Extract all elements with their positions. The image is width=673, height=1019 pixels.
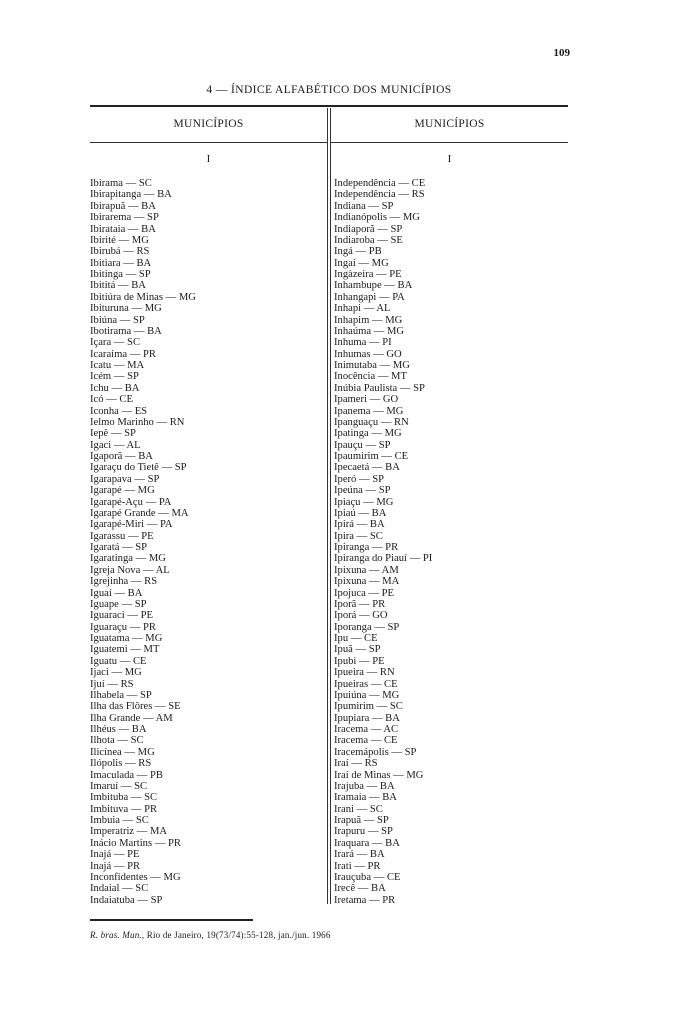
municipality-entry: Iraquara — BA <box>334 837 400 849</box>
municipality-entry: Iguatu — CE <box>90 655 147 667</box>
municipality-entry: Ipueiras — CE <box>334 678 398 690</box>
municipality-entry: Iretama — PR <box>334 894 396 906</box>
municipality-entry: Iconha — ES <box>90 405 148 417</box>
municipality-entry: Ibirataia — BA <box>90 223 156 235</box>
municipality-entry: Igarapé-Miri — PA <box>90 519 173 531</box>
municipality-entry: Irapuã — SP <box>334 815 389 826</box>
municipality-entry: Ilha Grande — AM <box>90 712 173 724</box>
municipality-entry: Igarapé — MG <box>90 485 155 497</box>
municipality-entry: Indiana — SP <box>334 200 394 212</box>
journal-name: R. bras. Mun. <box>90 930 142 940</box>
municipality-entry: Ibirama — SC <box>90 178 152 189</box>
municipality-entry: Igaraçu do Tietê — SP <box>90 462 187 474</box>
right-municipality-list <box>334 178 432 906</box>
municipality-entry: Ipecaetá — BA <box>334 462 400 474</box>
municipality-entry: Ibirubá — RS <box>90 246 150 258</box>
municipality-entry: Iporã — PR <box>334 598 386 610</box>
heading-rule <box>90 105 568 107</box>
left-header-rule <box>90 142 327 143</box>
municipality-entry: Ijaci — MG <box>90 667 142 679</box>
municipality-entry: Ipuã — SP <box>334 644 381 656</box>
municipality-entry: Iguape — SP <box>90 598 147 610</box>
municipality-entry: Ingàzeira — PE <box>334 269 402 280</box>
left-section-letter: I <box>206 153 211 165</box>
municipality-entry: Iraí de Minas — MG <box>334 769 424 781</box>
municipality-entry: Iporá — GO <box>334 610 388 622</box>
municipality-entry: Ipixuna — MA <box>334 576 400 588</box>
municipality-entry: Ibitinga — SP <box>90 269 151 280</box>
municipality-entry: Ipaumirim — CE <box>334 451 409 462</box>
footer-rule <box>90 919 253 921</box>
municipality-entry: Ipauçu — SP <box>334 439 391 451</box>
municipality-entry: Igaci — AL <box>90 439 141 451</box>
municipality-entry: Ipanguaçu — RN <box>334 416 409 428</box>
municipality-entry: Icatu — MA <box>90 360 145 371</box>
municipality-entry: Iporanga — SP <box>334 621 400 633</box>
municipality-entry: Ipameri — GO <box>334 394 399 406</box>
municipality-entry: Ibirarema — SP <box>90 212 159 224</box>
section-heading: 4 — ÍNDICE ALFABÉTICO DOS MUNICÍPIOS <box>206 84 452 96</box>
municipality-entry: Indaial — SC <box>90 883 149 895</box>
municipality-entry: Ipeúna — SP <box>334 485 391 497</box>
municipality-entry: Irani — SC <box>334 803 383 815</box>
municipality-entry: Imaculada — PB <box>90 769 163 781</box>
municipality-entry: Iguaí — BA <box>90 587 143 599</box>
municipality-entry: Ilha das Flôres — SE <box>90 701 181 713</box>
municipality-entry: Ibitiara — BA <box>90 257 152 269</box>
municipality-entry: Imperatriz — MA <box>90 826 168 838</box>
municipality-entry: Ibiúna — SP <box>90 314 145 326</box>
municipality-entry: Igaratá — SP <box>90 542 148 553</box>
municipality-entry: Independência — CE <box>334 178 426 189</box>
municipality-entry: Ibititá — BA <box>90 280 146 292</box>
column-divider <box>330 108 331 904</box>
municipality-entry: Inajá — PE <box>90 849 140 861</box>
municipality-entry: Imbituba — SC <box>90 792 158 804</box>
municipality-entry: Ilópolis — RS <box>90 758 152 770</box>
municipality-entry: Inhambupe — BA <box>334 280 413 292</box>
municipality-entry: Ipira — SC <box>334 530 383 542</box>
footer-citation <box>90 930 331 940</box>
municipality-entry: Inhumas — GO <box>334 348 402 360</box>
municipality-entry: Iepê — SP <box>90 428 136 440</box>
municipality-entry: Iramaia — BA <box>334 792 397 804</box>
column-divider <box>327 108 328 904</box>
municipality-entry: Irecê — BA <box>334 883 386 895</box>
municipality-entry: Ijuí — RS <box>90 678 134 690</box>
municipality-entry: Ilhota — SC <box>90 735 144 747</box>
citation-details: , Rio de Janeiro, 19(73/74):55-128, jan./jun. 1966 <box>141 930 331 940</box>
municipality-entry: Igaporã — BA <box>90 451 153 462</box>
left-column-header: MUNICÍPIOS <box>173 118 244 130</box>
municipality-entry: Ipupiara — BA <box>334 712 400 724</box>
municipality-entry: Ipiaçu — MG <box>334 496 394 508</box>
municipality-entry: Iguatemi — MT <box>90 644 160 656</box>
municipality-entry: Ibitiúra de Minas — MG <box>90 291 196 303</box>
municipality-entry: Ipubi — PE <box>334 655 385 667</box>
municipality-entry: Icém — SP <box>90 371 139 383</box>
municipality-entry: Inhapim — MG <box>334 314 403 326</box>
municipality-entry: Iracema — AC <box>334 724 399 735</box>
municipality-entry: Irapuru — SP <box>334 826 393 838</box>
municipality-entry: Ipu — CE <box>334 633 378 644</box>
right-header-rule <box>331 142 568 143</box>
municipality-entry: Irará — BA <box>334 849 385 861</box>
right-column-header: MUNICÍPIOS <box>414 118 485 130</box>
municipality-entry: Igarassu — PE <box>90 530 154 542</box>
municipality-entry: Ibirapitanga — BA <box>90 189 172 201</box>
municipality-entry: Inimutaba — MG <box>334 360 410 371</box>
municipality-entry: Inhaúma — MG <box>334 325 405 337</box>
municipality-entry: Indiaporã — SP <box>334 223 403 235</box>
municipality-entry: Içara — SC <box>90 337 141 349</box>
municipality-entry: Indiaroba — SE <box>334 234 403 246</box>
municipality-entry: Ipixuna — AM <box>334 564 399 576</box>
municipality-entry: Imbituva — PR <box>90 803 158 815</box>
municipality-entry: Independência — RS <box>334 189 425 201</box>
municipality-entry: Iperó — SP <box>334 473 385 485</box>
municipality-entry: Inhapi — AL <box>334 303 391 315</box>
municipality-entry: Iracemápolis — SP <box>334 746 417 758</box>
municipality-entry: Iguatama — MG <box>90 633 163 644</box>
municipality-entry: Ingá — PB <box>334 246 382 258</box>
municipality-entry: Imbuia — SC <box>90 815 149 826</box>
municipality-entry: Icó — CE <box>90 394 133 406</box>
municipality-entry: Igreja Nova — AL <box>90 564 170 576</box>
municipality-entry: Iraí — RS <box>334 758 378 770</box>
municipality-entry: Ielmo Marinho — RN <box>90 416 185 428</box>
municipality-entry: Ibituruna — MG <box>90 303 162 315</box>
municipality-entry: Igrejinha — RS <box>90 576 158 588</box>
municipality-entry: Ipanema — MG <box>334 405 404 417</box>
municipality-entry: Ichu — BA <box>90 382 140 394</box>
left-municipality-list <box>90 178 196 906</box>
municipality-entry: Igarapava — SP <box>90 473 160 485</box>
municipality-entry: Iracema — CE <box>334 735 398 747</box>
municipality-entry: Inhangapi — PA <box>334 291 405 303</box>
municipality-entry: Imaruí — SC <box>90 780 148 792</box>
municipality-entry: Igaratinga — MG <box>90 553 166 565</box>
municipality-entry: Inajá — PR <box>90 860 141 872</box>
municipality-entry: Igarapé-Açu — PA <box>90 496 172 508</box>
municipality-entry: Ipirá — BA <box>334 519 385 531</box>
municipality-entry: Indaiatuba — SP <box>90 894 163 906</box>
municipality-entry: Irauçuba — CE <box>334 871 401 883</box>
municipality-entry: Igarapé Grande — MA <box>90 507 189 519</box>
municipality-entry: Iguaraçu — PR <box>90 621 156 633</box>
municipality-entry: Ibirapuã — BA <box>90 200 156 212</box>
municipality-entry: Ilhabela — SP <box>90 689 152 701</box>
municipality-entry: Inácio Martins — PR <box>90 837 181 849</box>
municipality-entry: Ipueira — RN <box>334 667 395 679</box>
municipality-entry: Irajuba — BA <box>334 780 395 792</box>
municipality-entry: Ipojuca — PE <box>334 587 395 599</box>
municipality-entry: Ipuiúna — MG <box>334 689 400 701</box>
municipality-entry: Inhuma — PI <box>334 337 392 349</box>
municipality-entry: Ibotirama — BA <box>90 325 162 337</box>
municipality-entry: Inúbia Paulista — SP <box>334 382 425 394</box>
municipality-entry: Indianópolis — MG <box>334 212 420 224</box>
municipality-entry: Iguaraci — PE <box>90 610 153 622</box>
municipality-entry: Ingaí — MG <box>334 257 389 269</box>
municipality-entry: Irati — PR <box>334 860 381 872</box>
municipality-entry: Ipiranga do Piauí — PI <box>334 553 433 565</box>
municipality-entry: Inconfidentes — MG <box>90 871 181 883</box>
municipality-entry: Ipiranga — PR <box>334 542 399 553</box>
municipality-entry: Ipatinga — MG <box>334 428 402 440</box>
municipality-entry: Inocência — MT <box>334 371 407 383</box>
municipality-entry: Ilhéus — BA <box>90 724 147 735</box>
municipality-entry: Ibirité — MG <box>90 234 149 246</box>
municipality-entry: Ilicínea — MG <box>90 746 155 758</box>
municipality-entry: Ipiaú — BA <box>334 507 387 519</box>
right-section-letter: I <box>447 153 452 165</box>
municipality-entry: Ipumirim — SC <box>334 701 403 713</box>
municipality-entry: Icaraima — PR <box>90 348 156 360</box>
page-number: 109 <box>553 47 570 59</box>
